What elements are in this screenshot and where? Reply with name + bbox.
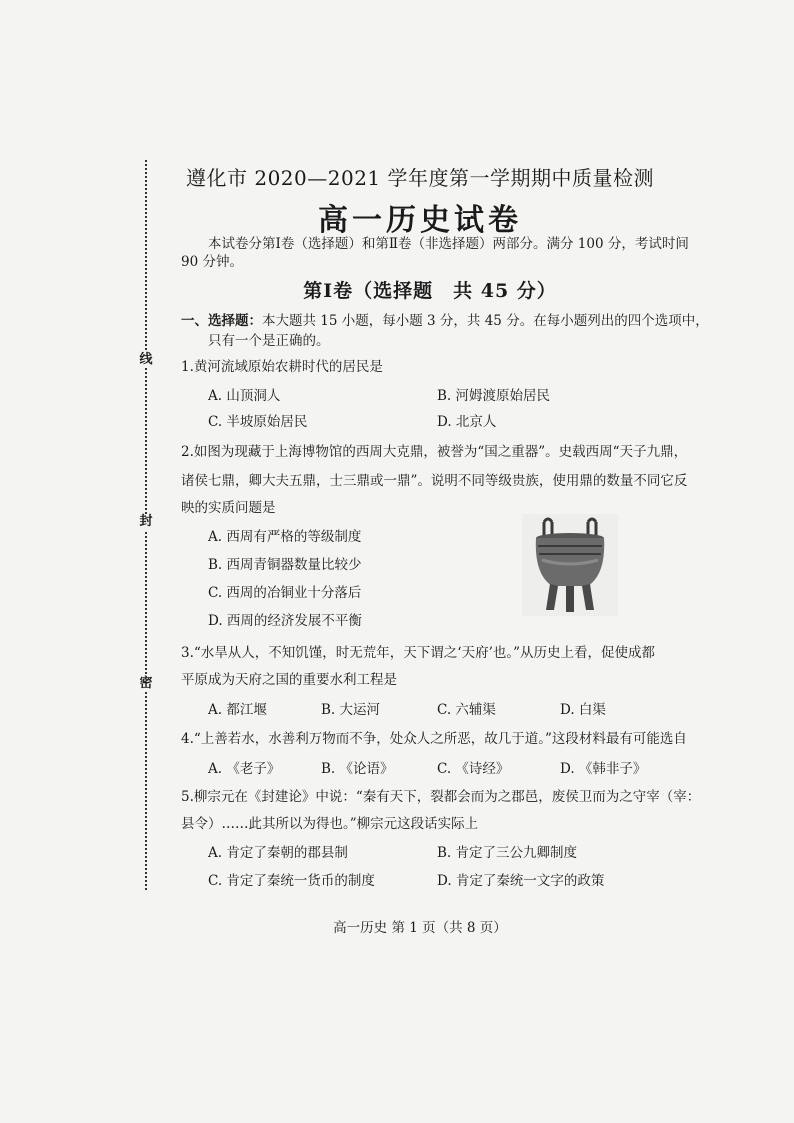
intro-line-1: 本试卷分第Ⅰ卷（选择题）和第Ⅱ卷（非选择题）两部分。满分 100 分，考试时间 xyxy=(208,236,689,252)
question-5-option-c: C. 肯定了秦统一货币的制度 xyxy=(208,873,375,889)
question-3-option-d: D. 白渠 xyxy=(560,702,606,718)
question-5-stem-line-1: 5.柳宗元在《封建论》中说：“秦有天下，裂都会而为之郡邑，废侯卫而为之守宰（宰： xyxy=(181,789,701,805)
question-4-option-c: C. 《诗经》 xyxy=(437,761,510,777)
question-1-option-a: A. 山顶洞人 xyxy=(208,388,281,404)
question-1-option-c: C. 半坡原始居民 xyxy=(208,414,308,430)
binding-char-feng: 封 xyxy=(139,514,153,529)
page-footer: 高一历史 第 1 页（共 8 页） xyxy=(333,920,507,936)
question-5-stem-line-2: 县令）……此其所以为得也。”柳宗元这段话实际上 xyxy=(181,816,479,832)
question-4-option-a: A. 《老子》 xyxy=(208,761,281,777)
question-2-option-d: D. 西周的经济发展不平衡 xyxy=(208,613,362,629)
question-2-stem-line-2: 诸侯七鼎，卿大夫五鼎，士三鼎或一鼎”。说明不同等级贵族，使用鼎的数量不同它反 xyxy=(181,473,688,489)
section-instruction-line-2: 只有一个是正确的。 xyxy=(208,333,330,349)
question-3-option-c: C. 六辅渠 xyxy=(437,702,496,718)
section-instruction-label: 一、选择题： xyxy=(181,313,262,329)
question-2-stem-line-1: 2.如图为现藏于上海博物馆的西周大克鼎，被誉为“国之重器”。史载西周“天子九鼎， xyxy=(181,444,688,460)
question-2-stem-line-3: 映的实质问题是 xyxy=(181,500,276,516)
question-1-option-d: D. 北京人 xyxy=(437,414,497,430)
exam-subtitle: 高一历史试卷 xyxy=(318,203,522,238)
question-2-option-c: C. 西周的冶铜业十分落后 xyxy=(208,585,362,601)
question-2-option-a: A. 西周有严格的等级制度 xyxy=(208,529,362,545)
question-4-option-b: B. 《论语》 xyxy=(321,761,394,777)
question-1-stem: 1.黄河流域原始农耕时代的居民是 xyxy=(181,359,383,375)
question-1-option-b: B. 河姆渡原始居民 xyxy=(437,388,551,404)
question-3-stem-line-2: 平原成为天府之国的重要水利工程是 xyxy=(181,672,397,688)
binding-char-xian: 线 xyxy=(139,352,153,367)
question-5-option-d: D. 肯定了秦统一文字的政策 xyxy=(437,873,605,889)
question-5-option-b: B. 肯定了三公九卿制度 xyxy=(437,845,578,861)
bronze-ding-image xyxy=(522,514,618,616)
question-3-option-b: B. 大运河 xyxy=(321,702,381,718)
binding-char-mi: 密 xyxy=(139,676,153,691)
question-4-option-d: D. 《韩非子》 xyxy=(560,761,647,777)
intro-line-2: 90 分钟。 xyxy=(181,254,243,270)
section-instruction-line-1 xyxy=(181,312,709,330)
question-5-option-a: A. 肯定了秦朝的郡县制 xyxy=(208,845,348,861)
section-title: 第Ⅰ卷（选择题 共 45 分） xyxy=(303,280,557,302)
question-4-stem: 4.“上善若水，水善利万物而不争，处众人之所恶，故几于道。”这段材料最有可能选自 xyxy=(181,731,687,747)
question-3-stem-line-1: 3.“水旱从人，不知饥馑，时无荒年，天下谓之‘天府’也。”从历史上看，促使成都 xyxy=(181,645,656,661)
exam-title: 遵化市 2020—2021 学年度第一学期期中质量检测 xyxy=(185,166,654,190)
section-instruction-text: 本大题共 15 小题，每小题 3 分，共 45 分。在每小题列出的四个选项中， xyxy=(262,313,709,329)
question-3-option-a: A. 都江堰 xyxy=(208,702,267,718)
question-2-option-b: B. 西周青铜器数量比较少 xyxy=(208,557,362,573)
